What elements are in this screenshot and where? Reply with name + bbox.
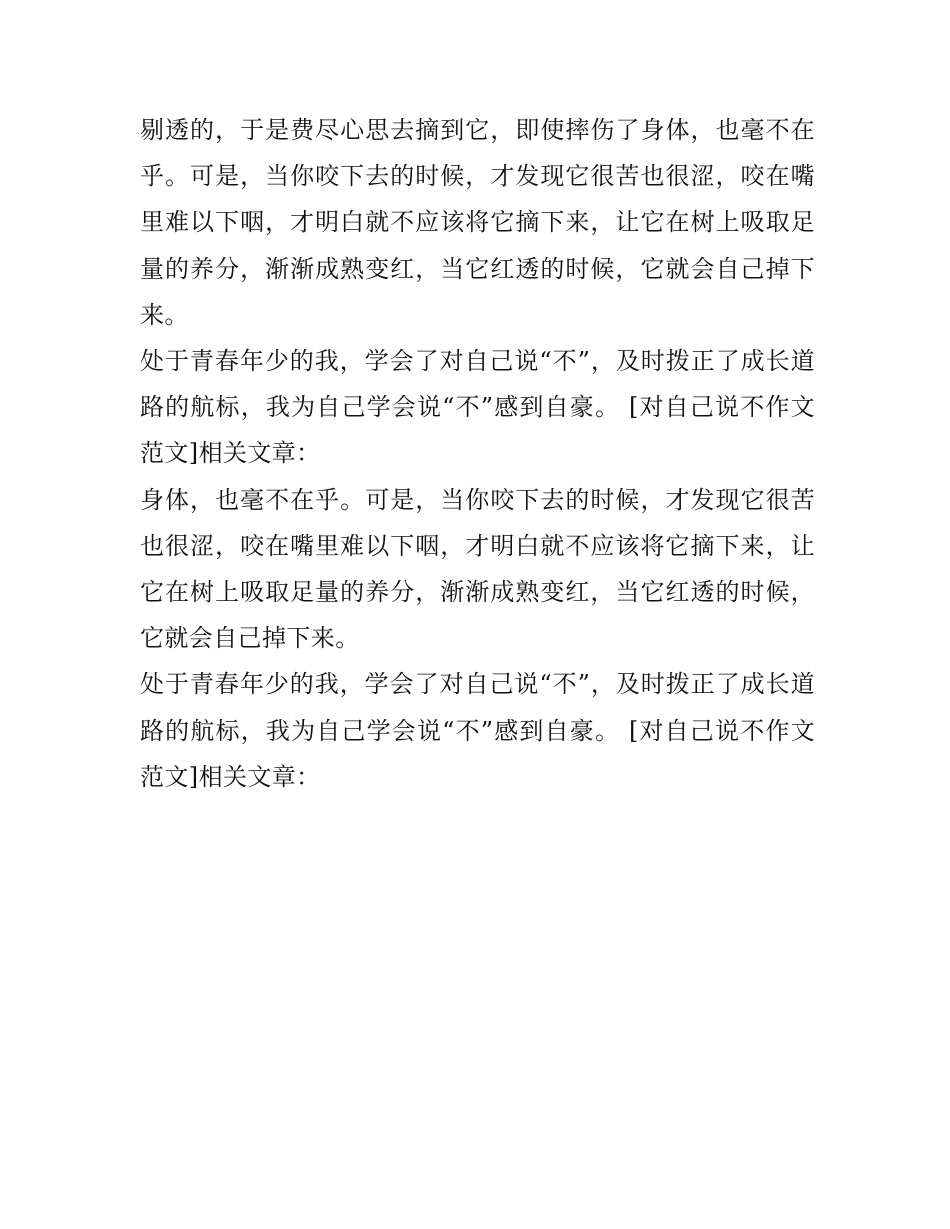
document-body (140, 107, 815, 800)
paragraph-2: 处于青春年少的我，学会了对自己说“不”，及时拨正了成长道路的航标，我为自己学会说“不”感到自豪。 [对自己说不作文范文]相关文章： (140, 347, 815, 468)
paragraph-4: 处于青春年少的我，学会了对自己说“不”，及时拨正了成长道路的航标，我为自己学会说“不”感到自豪。 [对自己说不作文范文]相关文章： (140, 670, 815, 791)
paragraph-1: 剔透的，于是费尽心思去摘到它，即使摔伤了身体，也毫不在乎。可是，当你咬下去的时候，才发现它很苦也很涩，咬在嘴里难以下咽，才明白就不应该将它摘下来，让它在树上吸取足量的养分，渐渐成熟变红，当它红透的时候，它就会自己掉下来。 (140, 116, 815, 329)
paragraph-3: 身体，也毫不在乎。可是，当你咬下去的时候，才发现它很苦也很涩，咬在嘴里难以下咽，才明白就不应该将它摘下来，让它在树上吸取足量的养分，渐渐成熟变红，当它红透的时候，它就会自己掉下来。 (140, 485, 815, 653)
